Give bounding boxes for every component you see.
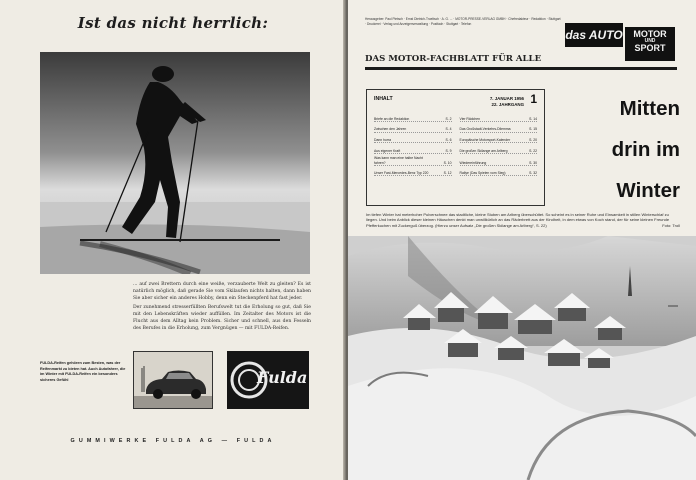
ad-caption: FULDA-Reifen gehören zum Besten, was der Reifenmarkt zu bieten hat. Auch Autofahrer, die im Winter mit FULDA-Reifen ein besonders sicheres Gefühl (40, 361, 126, 382)
toc-entry-page: S. 14 (529, 116, 537, 121)
contents-title: INHALT (374, 96, 393, 102)
snowy-village-photo (348, 236, 696, 480)
masthead-rule (365, 67, 677, 70)
toc-entry-title: Rallye (Das Spielen vom Sieg) (459, 171, 506, 176)
toc-entry (374, 168, 452, 176)
toc-entry (374, 125, 452, 133)
toc-entry (460, 156, 538, 165)
headline-line-3: Winter (616, 179, 680, 202)
issue-jahrgang: 22. JAHRGANG (491, 102, 524, 107)
photo-caption (366, 212, 680, 228)
toc-entry-page: S. 15 (529, 127, 537, 132)
logo-sport: SPORT (634, 43, 666, 53)
toc-entry-page: S. 20 (529, 137, 537, 142)
toc-entry-page: S. 22 (529, 148, 537, 153)
toc-entry-title: Dann hurra (374, 137, 391, 142)
toc-entry-title: Europäische Motorsport-Kalender (459, 137, 511, 142)
toc-entry (374, 135, 452, 143)
cover-headline (554, 88, 680, 211)
toc-entry-title: Briefe an die Redaktion (374, 116, 410, 121)
issue-date-text: 7. JANUAR 1956 (489, 96, 524, 101)
toc-entry (374, 114, 452, 122)
logo-motor: MOTOR (633, 29, 667, 39)
left-page-advertisement (0, 0, 346, 480)
logo-motor-und-sport (625, 27, 675, 61)
toc-entry-page: S. 30 (529, 160, 537, 165)
ad-body-paragraph-1: ... auf zwei Brettern durch eine weiße, verzauberte Welt zu gleiten? Es ist natürlich möglich, daß gerade Sie vom Skilaufen nichts halten, dann haben Sie aber sicher ein anderes Hobby, denn ein Steckenpferd hat fast jeder. (133, 282, 311, 301)
toc-entry-page: S. 6 (445, 137, 452, 142)
toc-entry-title: Das Großstadt-Verkehrs-Dilemma (459, 127, 511, 132)
toc-entry (460, 146, 538, 154)
car-photo (133, 351, 213, 409)
ad-body-text (133, 281, 311, 334)
logo-und: UND (644, 38, 656, 44)
toc-entry (374, 156, 452, 165)
magazine-logo (565, 22, 675, 60)
toc-entry-title: Vier Rädchen (459, 116, 480, 121)
toc-entry-title: Aus eigener Kraft (374, 148, 401, 153)
table-of-contents (366, 89, 545, 206)
masthead-info: Herausgeber: Paul Pietsch · Ernst Dietrich-Troeltsch · A. G. ... · MOTOR-PRESSE-VERLAG GMBH · Chefredakteur · Redaktion · Stuttgart · Druckerei · Verlag und Anzeigenverwaltung · Postfach · Stuttgart · Telefon (365, 17, 561, 26)
toc-entry (460, 125, 538, 133)
toc-entry (460, 114, 538, 122)
toc-entry-page: S. 2 (445, 116, 452, 121)
toc-entry-page: S. 12 (443, 171, 452, 176)
magazine-subtitle: DAS MOTOR-FACHBLATT FÜR ALLE (365, 54, 542, 64)
toc-entry-page: S. 9 (445, 148, 452, 153)
toc-entry-page: S. 4 (445, 127, 452, 132)
photo-caption-text: Im tiefen Winter hat meterhoher Pulverschnee das stadtliche, kleine Stuben am Arlberg überschüttet. So scheint es in seiner Ruhe und Einsamkeit in stillen Winterschlaf zu liegen. Und beim Anblick dieser kleinen Häuschen denkt man unwillkürlich an das Räderbrett aus der Kindheit, in dem etwas von Koch stand, der für seine kleinen Freunde Pfefferkuchen mit Zuckerguß überzog. (Hierzu unser Aufsatz „Die großen Skilange am Arlberg“, S. 22) (366, 212, 670, 228)
ad-body-paragraph-2: Der zunehmend stresserfüllten Berufswelt tut die Erholung so gut, daß Sie mit den Lebenskräften wieder auffüllen. Im Zeitalter des Motors ist die Flucht aus dem Alltag kein Problem. Sicher und schnell, aus den Fesseln des Berufes in die Erholung, zum Vergnügen — mit FULDA-Reifen. (133, 305, 311, 331)
photo-credit: Foto: Troll (662, 222, 680, 228)
toc-entry-page: S. 32 (529, 171, 537, 176)
ad-footer: GUMMIWERKE FULDA AG — FULDA (70, 438, 276, 444)
fulda-logo-text: Fulda (257, 368, 308, 387)
issue-number: 1 (530, 92, 537, 106)
toc-entry-title: Unser Fast-Mercedes-Benz Typ 220 (374, 171, 429, 176)
headline-line-2: drin im (611, 138, 680, 161)
toc-entry (460, 168, 538, 176)
ad-headline: Ist das nicht herrlich: (77, 14, 269, 32)
issue-date (490, 96, 524, 108)
contents-list (374, 114, 537, 176)
toc-entry-title: Zwischen den Jahren (374, 127, 407, 132)
right-page-magazine (348, 0, 696, 480)
toc-entry-page: S. 10 (443, 160, 452, 165)
toc-entry-title: Wiedereinführung (459, 160, 487, 165)
skier-silhouette-photo (40, 52, 310, 274)
toc-entry (460, 135, 538, 143)
fulda-logo (227, 351, 309, 409)
toc-entry-title: Die großen Skilange am Arlberg (459, 148, 508, 153)
toc-entry (374, 146, 452, 154)
toc-entry-title: Was kann man eine halbe Nacht fahren? (374, 156, 423, 165)
headline-line-1: Mitten (619, 97, 680, 120)
logo-das-auto: das AUTO (565, 23, 623, 47)
